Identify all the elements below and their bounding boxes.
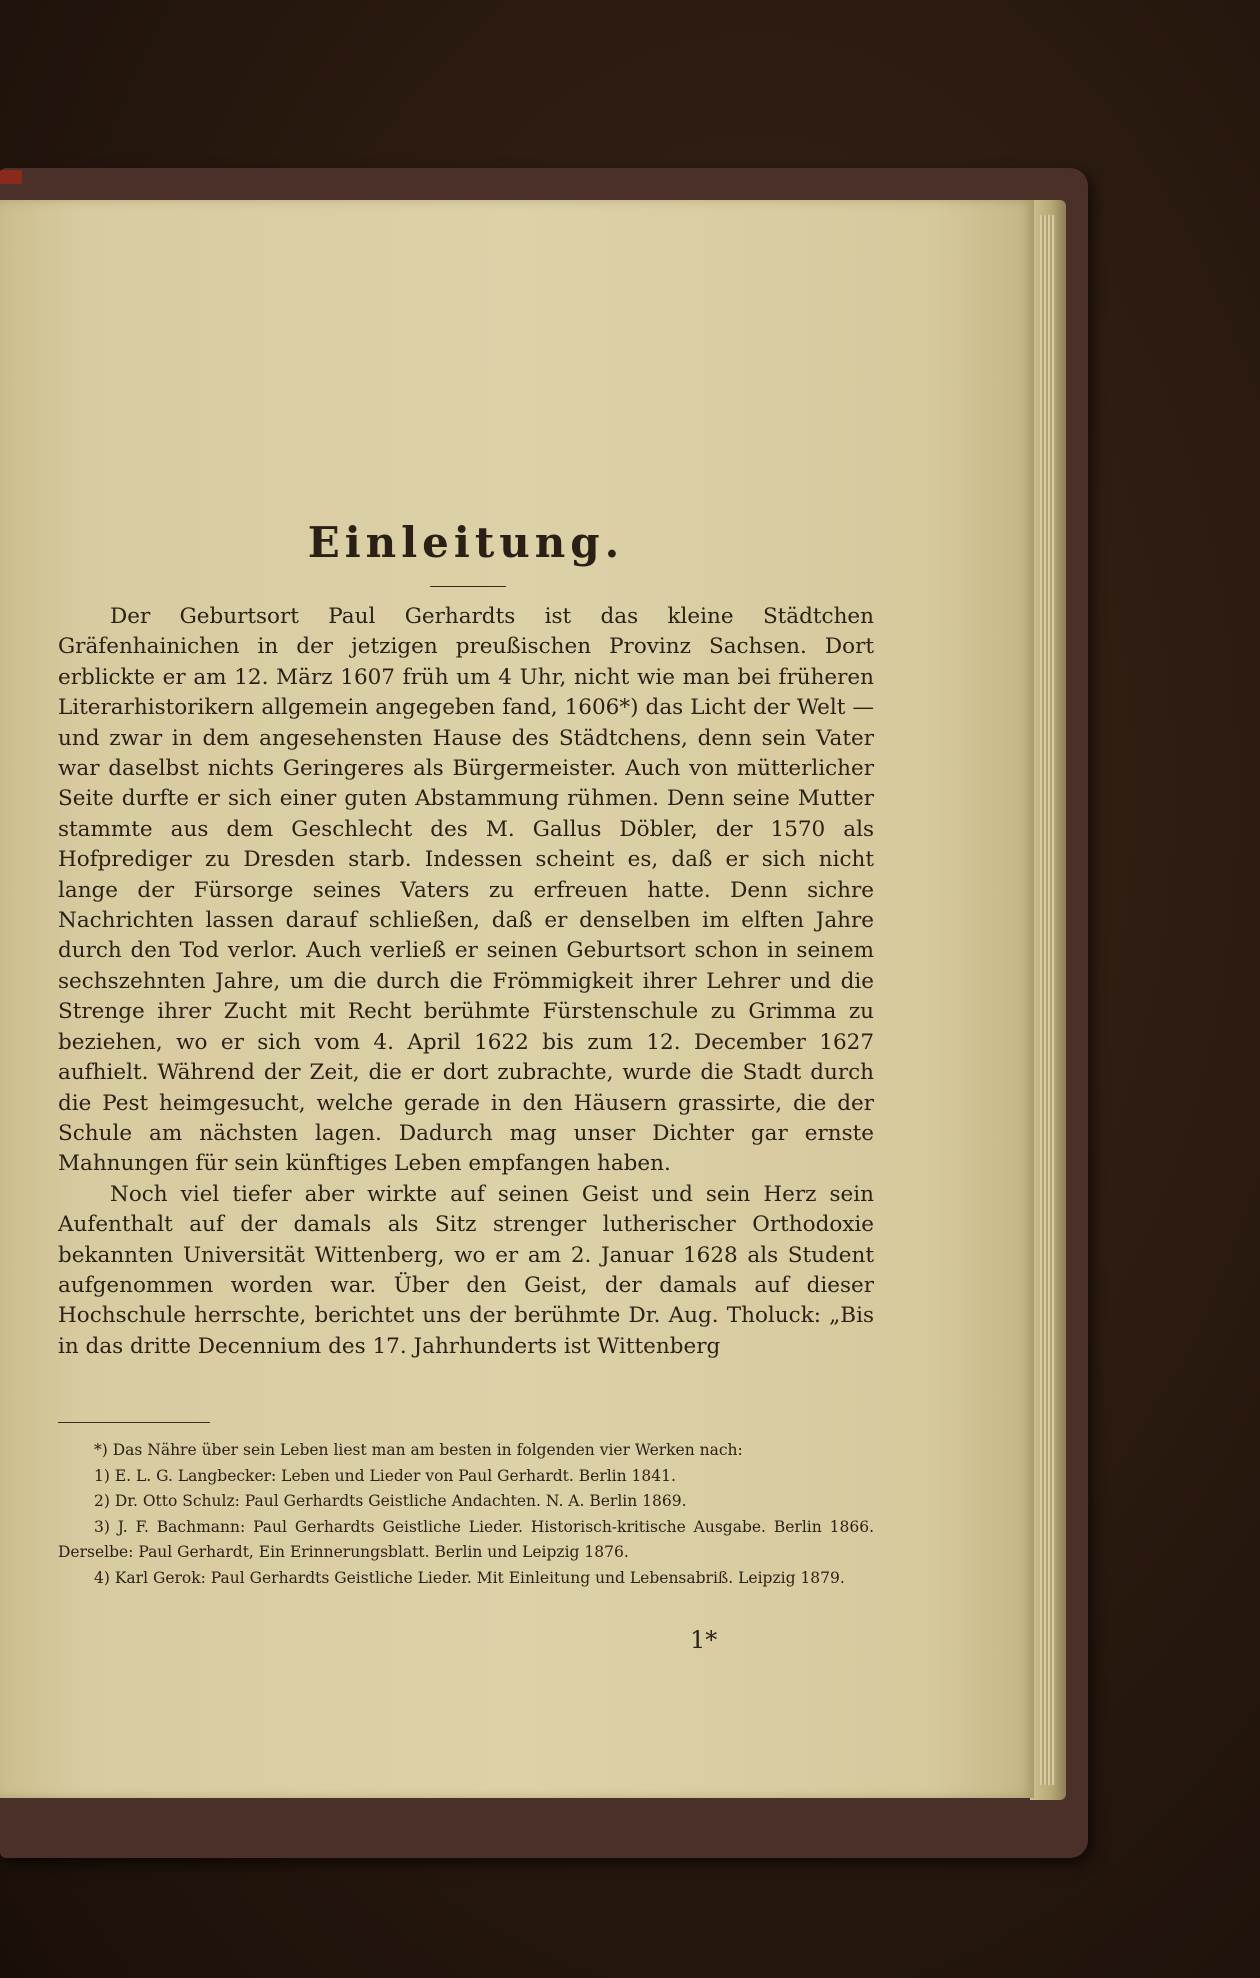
footnote-4: 4) Karl Gerok: Paul Gerhardts Geistliche Lieder. Mit Einleitung und Lebensabriß. Leipzig 1879. <box>94 1568 845 1587</box>
paragraph-2: Noch viel tiefer aber wirkte auf seinen Geist und sein Herz sein Aufenthalt auf der damals als Sitz strenger lutherischer Orthodoxie bekannten Universität Wittenberg, wo er am 2. Januar 1628 als Student aufgenommen worden war. Über den Geist, der damals auf dieser Hochschule herrschte, berichtet uns der berühmte Dr. Aug. Tholuck: „Bis in das dritte Decennium des 17. Jahrhunderts ist Wittenberg <box>58 1181 874 1359</box>
body-text <box>58 602 874 1362</box>
paragraph-1: Der Geburtsort Paul Gerhardts ist das kleine Städtchen Gräfenhainichen in der jetzigen preußischen Provinz Sachsen. Dort erblickte er am 12. März 1607 früh um 4 Uhr, nicht wie man bei früheren Literarhistorikern allgemein angegeben fand, 1606*) das Licht der Welt — und zwar in dem angesehensten Hause des Städtchens, denn sein Vater war daselbst nichts Geringeres als Bürgermeister. Auch von mütterlicher Seite durfte er sich einer guten Abstammung rühmen. Denn seine Mutter stammte aus dem Geschlecht des M. Gallus Döbler, der 1570 als Hofprediger zu Dresden starb. Indessen scheint es, daß er sich nicht lange der Fürsorge seines Vaters zu erfreuen hatte. Denn sichre Nachrichten lassen darauf schließen, daß er denselben im elften Jahre durch den Tod verlor. Auch verließ er seinen Geburtsort schon in seinem sechszehnten Jahre, um die durch die Frömmigkeit ihrer Lehrer und die Strenge ihrer Zucht mit Recht berühmte Fürstenschule zu Grimma zu beziehen, wo er sich vom 4. April 1622 bis zum 12. December 1627 aufhielt. Während der Zeit, die er dort zubrachte, wurde die Stadt durch die Pest heimgesucht, welche gerade in den Häusern grassirte, die der Schule am nächsten lagen. Dadurch mag unser Dichter gar ernste Mahnungen für sein künftiges Leben empfangen haben. <box>58 604 874 1177</box>
footnote-rule <box>58 1422 210 1423</box>
footnote-2: 2) Dr. Otto Schulz: Paul Gerhardts Geistliche Andachten. N. A. Berlin 1869. <box>94 1492 687 1510</box>
chapter-heading: Einleitung. <box>307 518 625 567</box>
heading-rule <box>430 586 506 587</box>
footnote-intro: *) Das Nähre über sein Leben liest man am besten in folgenden vier Werken nach: <box>94 1441 743 1459</box>
signature-mark: 1* <box>690 1626 718 1654</box>
page-edges-lines <box>1040 215 1056 1785</box>
footnote-3: 3) J. F. Bachmann: Paul Gerhardts Geistliche Lieder. Historisch-kritische Ausgabe. Berlin 1866. Derselbe: Paul Gerhardt, Ein Erinnerungsblatt. Berlin und Leipzig 1876. <box>58 1517 874 1561</box>
footnotes <box>58 1438 874 1591</box>
book-page <box>0 200 1034 1798</box>
footnote-1: 1) E. L. G. Langbecker: Leben und Lieder von Paul Gerhardt. Berlin 1841. <box>94 1466 676 1485</box>
bookmark-ribbon <box>0 170 22 184</box>
